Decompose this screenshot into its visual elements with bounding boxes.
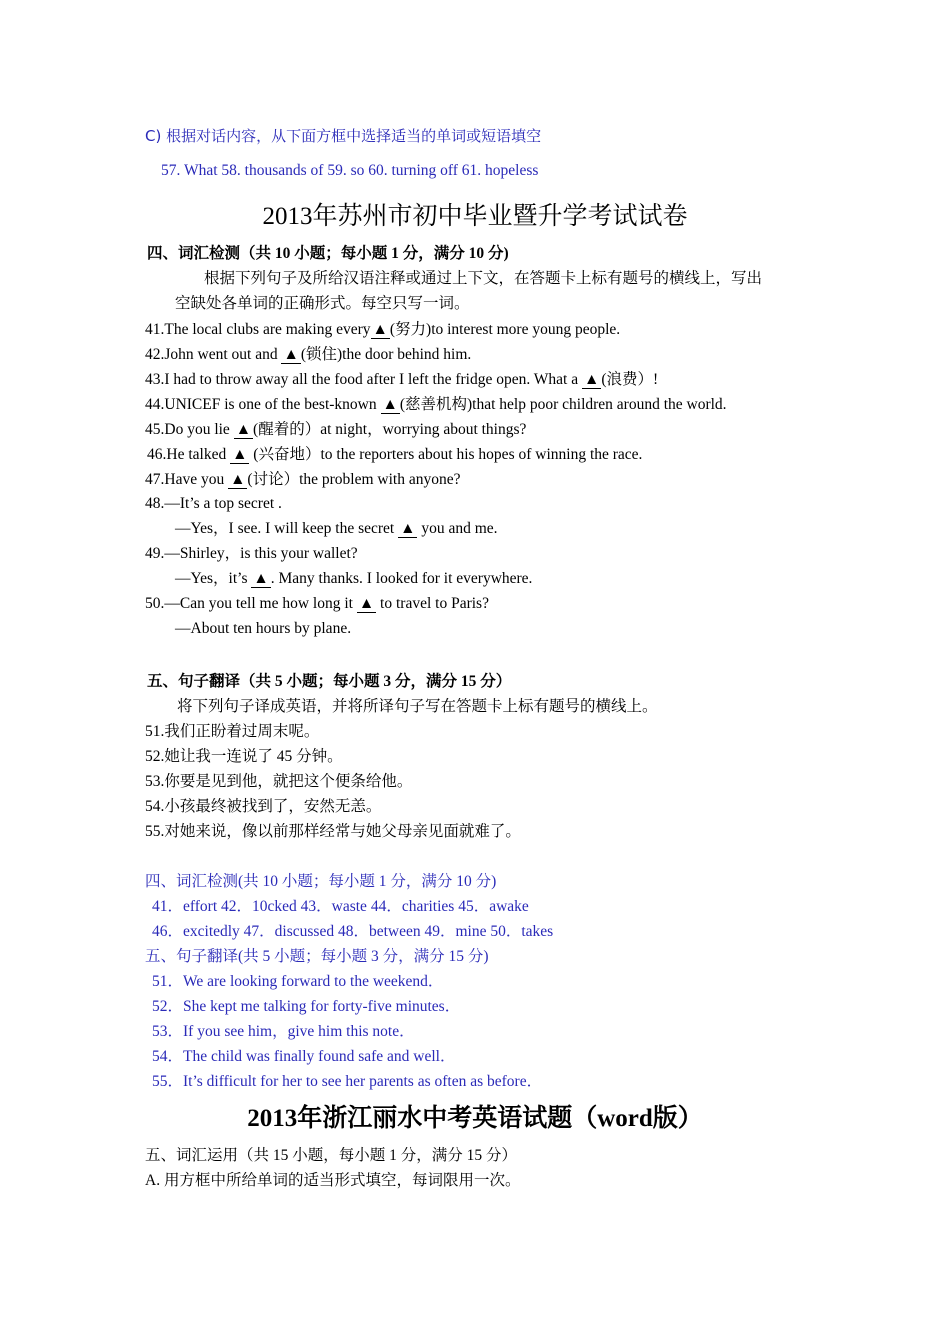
question-45	[145, 420, 526, 440]
section-c-heading: C) 根据对话内容，从下面方框中选择适当的单词或短语填空	[145, 127, 542, 145]
question-text: (讨论）the problem with anyone?	[247, 471, 461, 488]
question-55: 55.对她来说，像以前那样经常与她父母亲见面就难了。	[145, 823, 521, 840]
question-52: 52.她让我一连说了 45 分钟。	[145, 748, 343, 765]
question-text: (醒着的）at night，worrying about things?	[253, 421, 527, 438]
answer-key-54: 54．The child was finally found safe and well．	[152, 1048, 456, 1065]
question-47	[145, 470, 461, 490]
answer-key-part4-line1: 41．effort 42．10cked 43．waste 44．charities 45．awake	[152, 898, 529, 915]
question-text: 44.UNICEF is one of the best-known	[145, 396, 381, 413]
part4-instruction-line1: 根据下列句子及所给汉语注释或通过上下文，在答题卡上标有题号的横线上，写出	[204, 270, 763, 287]
question-44	[145, 395, 727, 415]
part5-instruction: 将下列句子译成英语，并将所译句子写在答题卡上标有题号的横线上。	[177, 698, 658, 715]
answer-blank: ▲	[232, 446, 248, 463]
question-text: (兴奋地）to the reporters about his hopes of winning the race.	[249, 446, 643, 463]
question-text: you and me.	[417, 520, 498, 537]
answer-key-part4-line2: 46．excitedly 47．discussed 48．between 49．mine 50．takes	[152, 923, 554, 940]
question-text: to travel to Paris?	[376, 595, 489, 612]
question-41	[145, 320, 620, 340]
section-c-answers: 57. What 58. thousands of 59. so 60. turning off 61. hopeless	[161, 162, 539, 179]
question-54: 54.小孩最终被找到了，安然无恙。	[145, 798, 382, 815]
question-48-line2	[175, 519, 498, 539]
question-50-line1	[145, 594, 489, 614]
answer-key-53: 53．If you see him，give him this note．	[152, 1023, 415, 1040]
question-text: (努力)to interest more young people.	[389, 321, 621, 338]
part4-heading: 四、词汇检测（共 10 小题；每小题 1 分，满分 10 分)	[147, 245, 509, 262]
question-49-line1: 49.—Shirley，is this your wallet?	[145, 545, 358, 562]
answer-blank: ▲	[400, 520, 416, 537]
answer-blank: ▲	[584, 371, 600, 388]
answer-key-51: 51．We are looking forward to the weekend．	[152, 973, 444, 990]
answer-blank: ▲	[230, 471, 246, 488]
answer-blank: ▲	[382, 396, 398, 413]
answer-blank: ▲	[283, 346, 299, 363]
lishui-part-a-instruction: A. 用方框中所给单词的适当形式填空，每词限用一次。	[145, 1172, 521, 1189]
question-text: —Yes，it’s	[175, 570, 252, 587]
answer-key-part4-heading: 四、词汇检测(共 10 小题；每小题 1 分，满分 10 分)	[145, 873, 497, 890]
part5-heading: 五、句子翻译（共 5 小题；每小题 3 分，满分 15 分）	[147, 673, 512, 690]
question-text: 42.John went out and	[145, 346, 282, 363]
answer-key-55: 55．It’s difficult for her to see her parents as often as before．	[152, 1073, 543, 1090]
question-text: 41.The local clubs are making every	[145, 321, 371, 338]
question-text: —Yes，I see. I will keep the secret	[175, 520, 399, 537]
lishui-part5-heading: 五、词汇运用（共 15 小题，每小题 1 分，满分 15 分）	[145, 1147, 518, 1164]
part4-instruction-line2: 空缺处各单词的正确形式。每空只写一词。	[175, 295, 470, 312]
question-46	[147, 445, 642, 465]
question-43	[145, 370, 658, 390]
answer-blank: ▲	[372, 321, 388, 338]
question-text: 46.He talked	[147, 446, 231, 463]
question-text: (浪费）!	[601, 371, 659, 388]
question-48-line1: 48.—It’s a top secret .	[145, 495, 282, 512]
answer-blank: ▲	[235, 421, 252, 438]
answer-key-52: 52．She kept me talking for forty-five minutes．	[152, 998, 461, 1015]
question-49-line2	[175, 569, 532, 589]
lishui-exam-title: 2013年浙江丽水中考英语试题（word版）	[247, 1105, 703, 1132]
question-text: . Many thanks. I looked for it everywhere.	[270, 570, 533, 587]
question-42	[145, 345, 471, 365]
question-53: 53.你要是见到他，就把这个便条给他。	[145, 773, 413, 790]
answer-blank: ▲	[253, 570, 269, 587]
question-51: 51.我们正盼着过周末呢。	[145, 723, 320, 740]
question-text: 47.Have you	[145, 471, 229, 488]
question-text: 45.Do you lie	[145, 421, 234, 438]
question-50-line2: —About ten hours by plane.	[175, 620, 352, 637]
question-text: (慈善机构)that help poor children around the world.	[399, 396, 727, 413]
suzhou-exam-title: 2013年苏州市初中毕业暨升学考试试卷	[262, 203, 688, 230]
answer-key-part5-heading: 五、句子翻译(共 5 小题；每小题 3 分，满分 15 分)	[145, 948, 489, 965]
question-text: 50.—Can you tell me how long it	[145, 595, 357, 612]
question-text: 43.I had to throw away all the food after I left the fridge open. What a	[145, 371, 582, 388]
answer-blank: ▲	[358, 595, 375, 612]
question-text: (锁住)the door behind him.	[300, 346, 472, 363]
